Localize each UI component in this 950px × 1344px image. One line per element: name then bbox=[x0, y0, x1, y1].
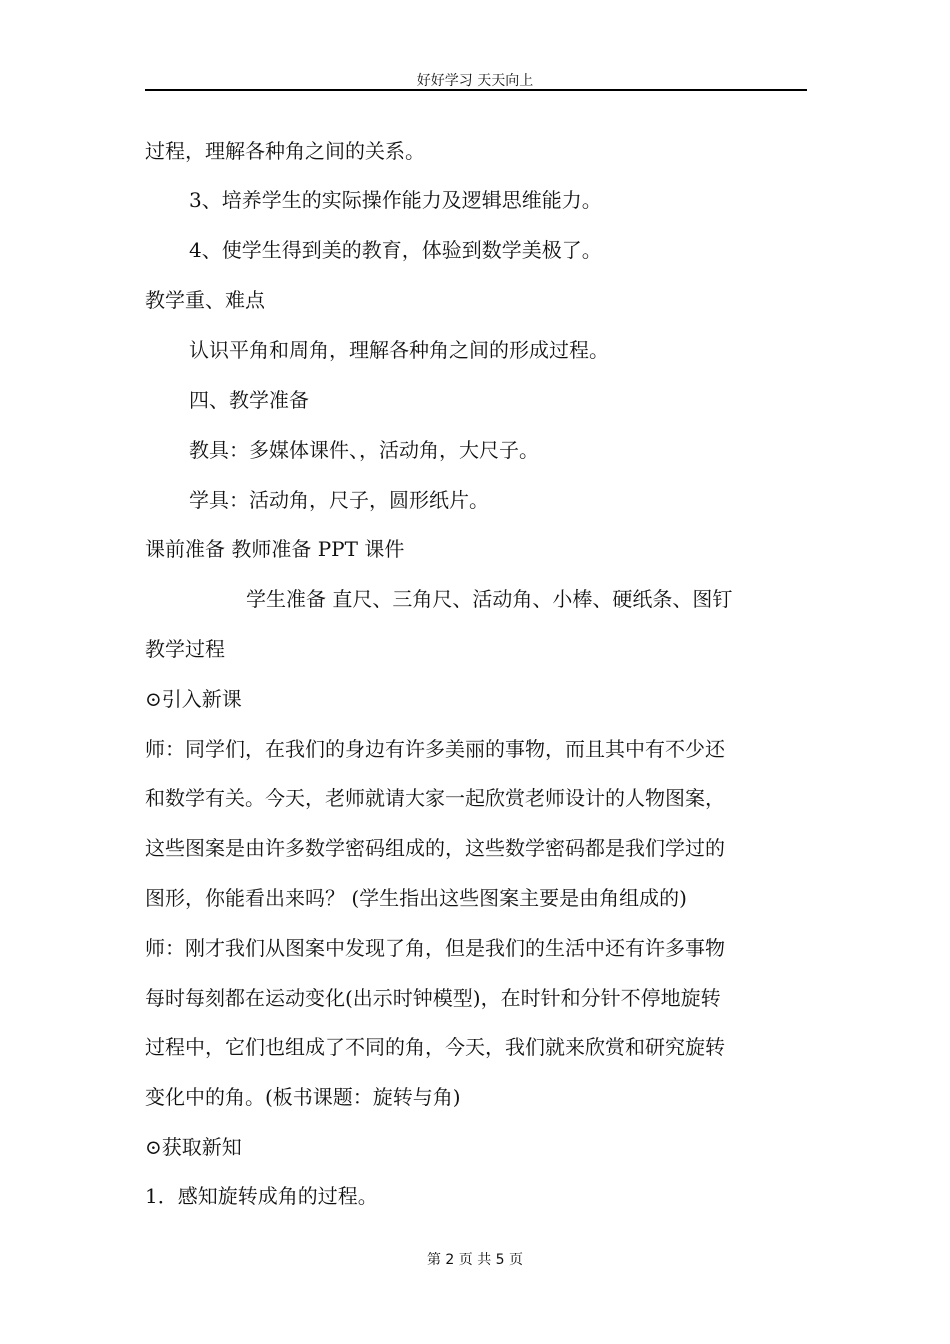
text-line: 图形，你能看出来吗？ (学生指出这些图案主要是由角组成的) bbox=[145, 886, 687, 910]
text-line: 和数学有关。今天，老师就请大家一起欣赏老师设计的人物图案， bbox=[145, 786, 725, 810]
text-line: 过程，理解各种角之间的关系。 bbox=[145, 139, 425, 163]
header-divider bbox=[145, 89, 807, 91]
text-line: 变化中的角。(板书课题：旋转与角) bbox=[145, 1085, 461, 1109]
page-header: 好好学习 天天向上 bbox=[416, 73, 534, 89]
text-line: 课前准备 教师准备 PPT 课件 bbox=[145, 537, 405, 561]
section-heading: 四、教学准备 bbox=[189, 388, 309, 412]
section-heading: ⊙获取新知 bbox=[145, 1135, 242, 1159]
text-line: 每时每刻都在运动变化(出示时钟模型)，在时针和分针不停地旋转 bbox=[145, 986, 721, 1010]
text-line: 过程中，它们也组成了不同的角，今天，我们就来欣赏和研究旋转 bbox=[145, 1035, 725, 1059]
section-heading: 教学过程 bbox=[145, 637, 225, 661]
text-line: 教具：多媒体课件、，活动角，大尺子。 bbox=[189, 438, 539, 462]
section-heading: ⊙引入新课 bbox=[145, 687, 242, 711]
text-line: 学生准备 直尺、三角尺、活动角、小棒、硬纸条、图钉 bbox=[246, 587, 733, 611]
text-line: 师：同学们，在我们的身边有许多美丽的事物，而且其中有不少还 bbox=[145, 737, 725, 761]
text-line: 4、使学生得到美的教育，体验到数学美极了。 bbox=[189, 238, 602, 262]
page-number: 第 2 页 共 5 页 bbox=[426, 1252, 524, 1268]
text-line: 师：刚才我们从图案中发现了角，但是我们的生活中还有许多事物 bbox=[145, 936, 725, 960]
section-heading: 教学重、难点 bbox=[145, 288, 265, 312]
text-line: 1．感知旋转成角的过程。 bbox=[145, 1184, 378, 1208]
text-line: 这些图案是由许多数学密码组成的，这些数学密码都是我们学过的 bbox=[145, 836, 725, 860]
text-line: 认识平角和周角，理解各种角之间的形成过程。 bbox=[189, 338, 609, 362]
text-line: 学具：活动角，尺子，圆形纸片。 bbox=[189, 488, 489, 512]
text-line: 3、培养学生的实际操作能力及逻辑思维能力。 bbox=[189, 188, 602, 212]
